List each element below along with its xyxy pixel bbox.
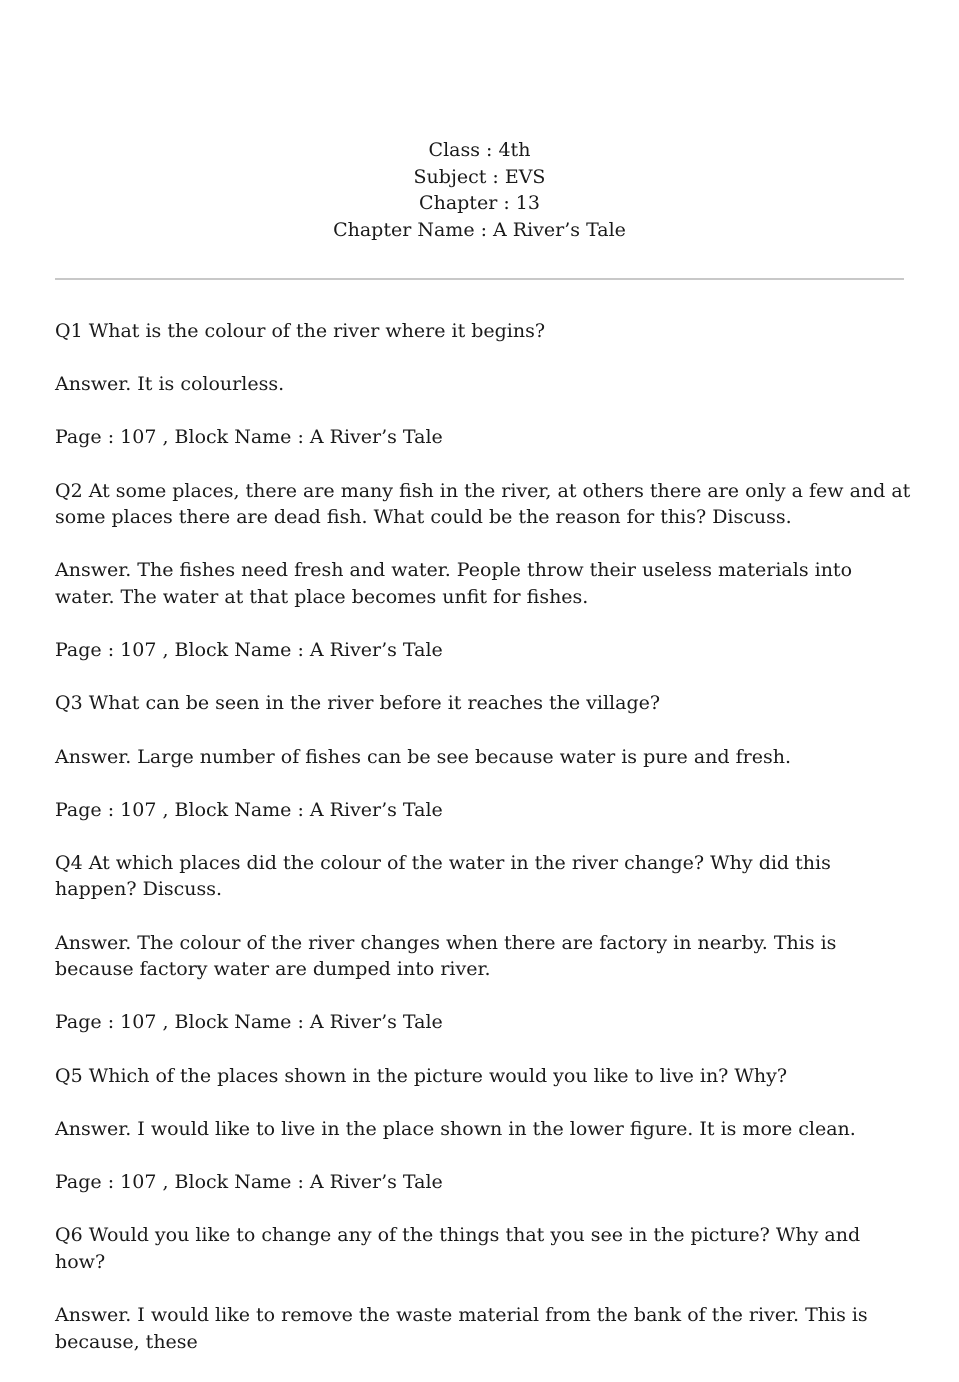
answer-6: Answer. I would like to remove the waste material from the bank of the river. This is because, these: [55, 1303, 868, 1353]
answer-5: Answer. I would like to live in the place shown in the lower figure. It is more clean.: [55, 1117, 856, 1140]
question-1: Q1 What is the colour of the river where it begins?: [55, 320, 546, 342]
question-4: Q4 At which places did the colour of the water in the river change? Why did this happen? Discuss.: [55, 851, 831, 901]
subject-label: Subject : EVS: [413, 165, 546, 188]
qa-content: [55, 318, 915, 1382]
question-3: Q3 What can be seen in the river before it reaches the village?: [55, 692, 661, 715]
page-ref-2: Page : 107 , Block Name : A River’s Tale: [55, 639, 443, 662]
page-ref-5: Page : 107 , Block Name : A River’s Tale: [55, 1171, 443, 1193]
question-6: Q6 Would you like to change any of the things that you see in the picture? Why and how?: [55, 1224, 861, 1273]
question-5: Q5 Which of the places shown in the picture would you like to live in? Why?: [55, 1064, 788, 1087]
answer-3: Answer. Large number of fishes can be see because water is pure and fresh.: [55, 745, 791, 768]
class-label: Class : 4th: [428, 139, 531, 161]
answer-4: Answer. The colour of the river changes when there are factory in nearby. This is because factory water are dumped into river.: [55, 931, 837, 981]
page-ref-1: Page : 107 , Block Name : A River’s Tale: [55, 426, 443, 449]
document-header: [0, 137, 959, 243]
question-2: Q2 At some places, there are many fish in the river, at others there are only a few and at some places there are dead fish. What could be the reason for this? Discuss.: [55, 479, 911, 529]
answer-1: Answer. It is colourless.: [55, 373, 285, 396]
header-divider: [55, 278, 904, 280]
answer-2: Answer. The fishes need fresh and water. People throw their useless materials into water. The water at that place becomes unfit for fishes.: [55, 559, 853, 608]
page-ref-4: Page : 107 , Block Name : A River’s Tale: [55, 1011, 443, 1034]
page-ref-3: Page : 107 , Block Name : A River’s Tale: [55, 798, 443, 821]
chapter-label: Chapter : 13: [419, 192, 540, 215]
chapter-name-label: Chapter Name : A River’s Tale: [333, 218, 626, 241]
